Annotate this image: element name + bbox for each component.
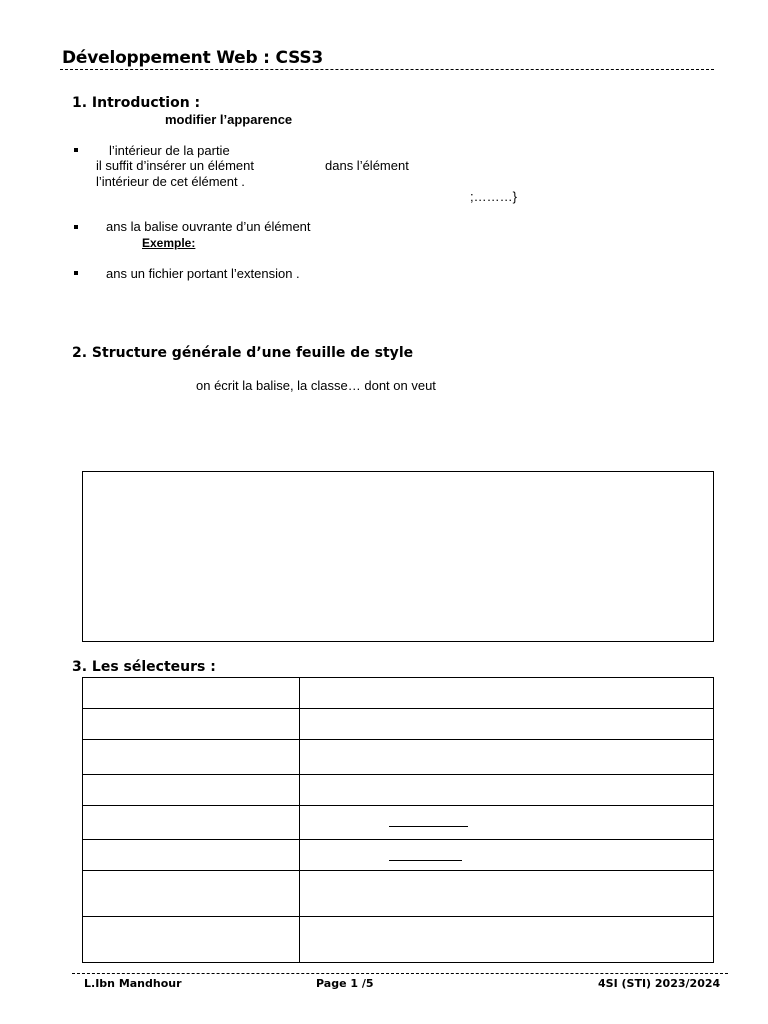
table-cell <box>300 775 714 806</box>
table-row <box>83 709 714 740</box>
header-divider <box>60 69 714 70</box>
bullet-1-line-1: l’intérieur de la partie <box>109 143 230 158</box>
bullet-marker <box>74 148 78 152</box>
section-1-heading: 1. Introduction : <box>72 95 201 111</box>
table-row <box>83 678 714 709</box>
section-2-heading: 2. Structure générale d’une feuille de style <box>72 345 414 361</box>
bullet-1-line-4: ;………} <box>470 189 517 204</box>
table-cell <box>300 709 714 740</box>
page-title: Développement Web : CSS3 <box>62 48 324 68</box>
structure-box <box>82 471 714 642</box>
table-cell <box>83 678 300 709</box>
table-row <box>83 775 714 806</box>
bullet-1-line-2a: il suffit d’insérer un élément <box>96 158 255 173</box>
table-cell <box>83 775 300 806</box>
table-cell <box>83 917 300 963</box>
blank-underline <box>389 860 462 861</box>
table-row <box>83 840 714 871</box>
footer-author: L.Ibn Mandhour <box>84 977 182 990</box>
table-row <box>83 871 714 917</box>
table-cell <box>300 806 714 840</box>
section-3-heading: 3. Les sélecteurs : <box>72 659 216 675</box>
table-cell <box>300 678 714 709</box>
bullet-marker <box>74 271 78 275</box>
footer-class-year: 4SI (STI) 2023/2024 <box>598 977 721 990</box>
bullet-2-line-1: ans la balise ouvrante d’un élément <box>106 219 311 234</box>
table-cell <box>300 917 714 963</box>
section-2-text: on écrit la balise, la classe… dont on veut <box>196 378 436 393</box>
table-row <box>83 917 714 963</box>
table-cell <box>300 871 714 917</box>
bullet-1-line-2b: dans l’élément <box>325 158 409 173</box>
table-cell <box>83 740 300 775</box>
selectors-table <box>82 677 714 963</box>
blank-underline <box>389 826 468 827</box>
bullet-3-line-1: ans un fichier portant l’extension . <box>106 266 300 281</box>
table-cell <box>83 709 300 740</box>
table-row <box>83 740 714 775</box>
bullet-1-line-3: l’intérieur de cet élément . <box>96 174 245 189</box>
section-1-subtitle: modifier l’apparence <box>165 112 293 127</box>
table-cell <box>83 840 300 871</box>
footer-page-number: Page 1 /5 <box>316 977 374 990</box>
bullet-marker <box>74 225 78 229</box>
table-row <box>83 806 714 840</box>
table-cell <box>83 871 300 917</box>
footer-divider <box>72 973 728 974</box>
table-cell <box>83 806 300 840</box>
example-label: Exemple: <box>142 236 196 250</box>
table-cell <box>300 840 714 871</box>
table-cell <box>300 740 714 775</box>
